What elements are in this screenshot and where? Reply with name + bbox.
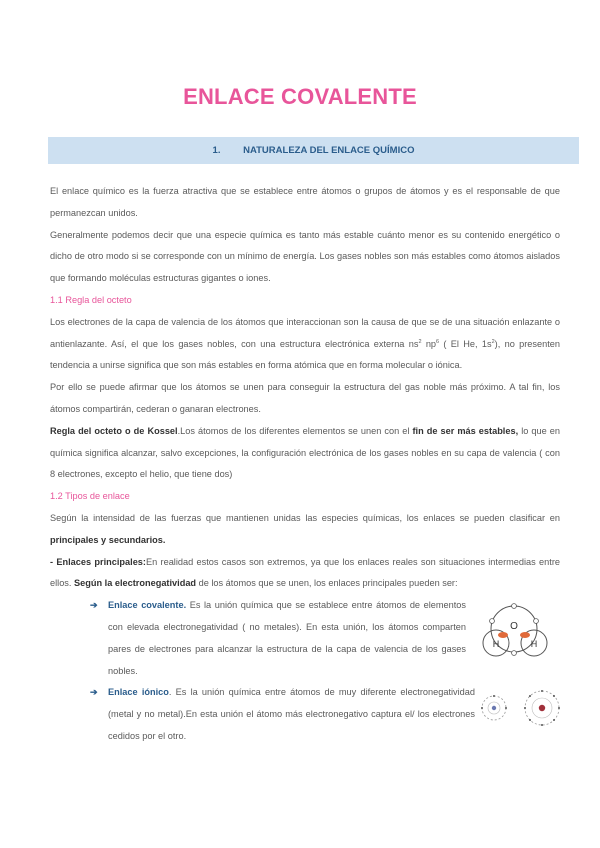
section-label: NATURALEZA DEL ENLACE QUÍMICO — [243, 145, 415, 156]
atom-label-o: O — [510, 621, 518, 632]
page-title: ENLACE COVALENTE — [183, 84, 417, 109]
subheading-types: 1.2 Tipos de enlace — [50, 491, 130, 502]
arrow-icon: ➔ — [90, 687, 98, 698]
list-item-covalent: ➔ Enlace covalente. Es la unión química que se establece entre átomos de elementos con elevada electronegatividad ( no metales). En esta unión, los átomos comparten pares de electrones para alcanzar la estructura de la capa de valencia de los gases nobles. — [50, 595, 466, 682]
subheading-octet: 1.1 Regla del octeto — [50, 294, 132, 305]
water-molecule-figure — [478, 601, 558, 671]
octet-paragraph-1: Los electrones de la capa de valencia de los átomos que interaccionan son la causa de que se de una situación enlazante o antienlazante. Así, el que los gases nobles, con una estructura electrónica externa $ns^2$ $np^6$ ( El He, $1s^2$), no presenten tendencia a unirse significa que son más estables en forma atómica que en forma molecular o iónica. — [50, 316, 560, 371]
types-paragraph-2: - Enlaces principales:En realidad estos casos son extremos, ya que los enlaces reales son situaciones intermedias entre ellos. Según la electronegatividad de los átomos que se unen, los enlaces principales pueden ser: — [50, 556, 560, 589]
intro-paragraph-2: Generalmente podemos decir que una especie química es tanto más estable cuánto menor es su contenido energético o dicho de otro modo si se corresponde con un mínimo de energía. Los gases nobles son más estables como átomos aislados que formando moléculas estructuras gigantes o iones. — [50, 229, 560, 284]
list-item-ionic: ➔ Enlace iónico. Es la unión química entre átomos de muy diferente electronegatividad (metal y no metal).En esta unión el átomo más electronegativo captura el/ los electrones cedidos por el otro. — [50, 682, 475, 747]
kossel-paragraph: Regla del octeto o de Kossel.Los átomos de los diferentes elementos se unen con el fin de ser más estables, lo que en química significa alcanzar, salvo excepciones, la configuración electrónica de los gases nobles en su capa de valencia ( con 8 electrones, excepto el helio, que tiene dos) — [50, 425, 561, 480]
section-header — [48, 137, 579, 164]
ionic-bond-figure — [470, 684, 580, 732]
section-number: 1. — [212, 145, 221, 156]
octet-paragraph-2: Por ello se puede afirmar que los átomos se unen para conseguir la estructura del gas noble más próximo. A tal fin, los átomos compartirán, cederan o ganaran electrones. — [50, 382, 560, 414]
atom-label-h1: H — [492, 639, 500, 649]
types-paragraph-1: Según la intensidad de las fuerzas que mantienen unidas las especies químicas, los enlaces se pueden clasificar en principales y secundarios. — [50, 512, 560, 545]
arrow-icon: ➔ — [90, 600, 98, 611]
atom-label-h2: H — [530, 639, 538, 649]
intro-paragraph-1: El enlace químico es la fuerza atractiva que se establece entre átomos o grupos de átomos y es el responsable de que permanezcan unidos. — [50, 186, 560, 218]
